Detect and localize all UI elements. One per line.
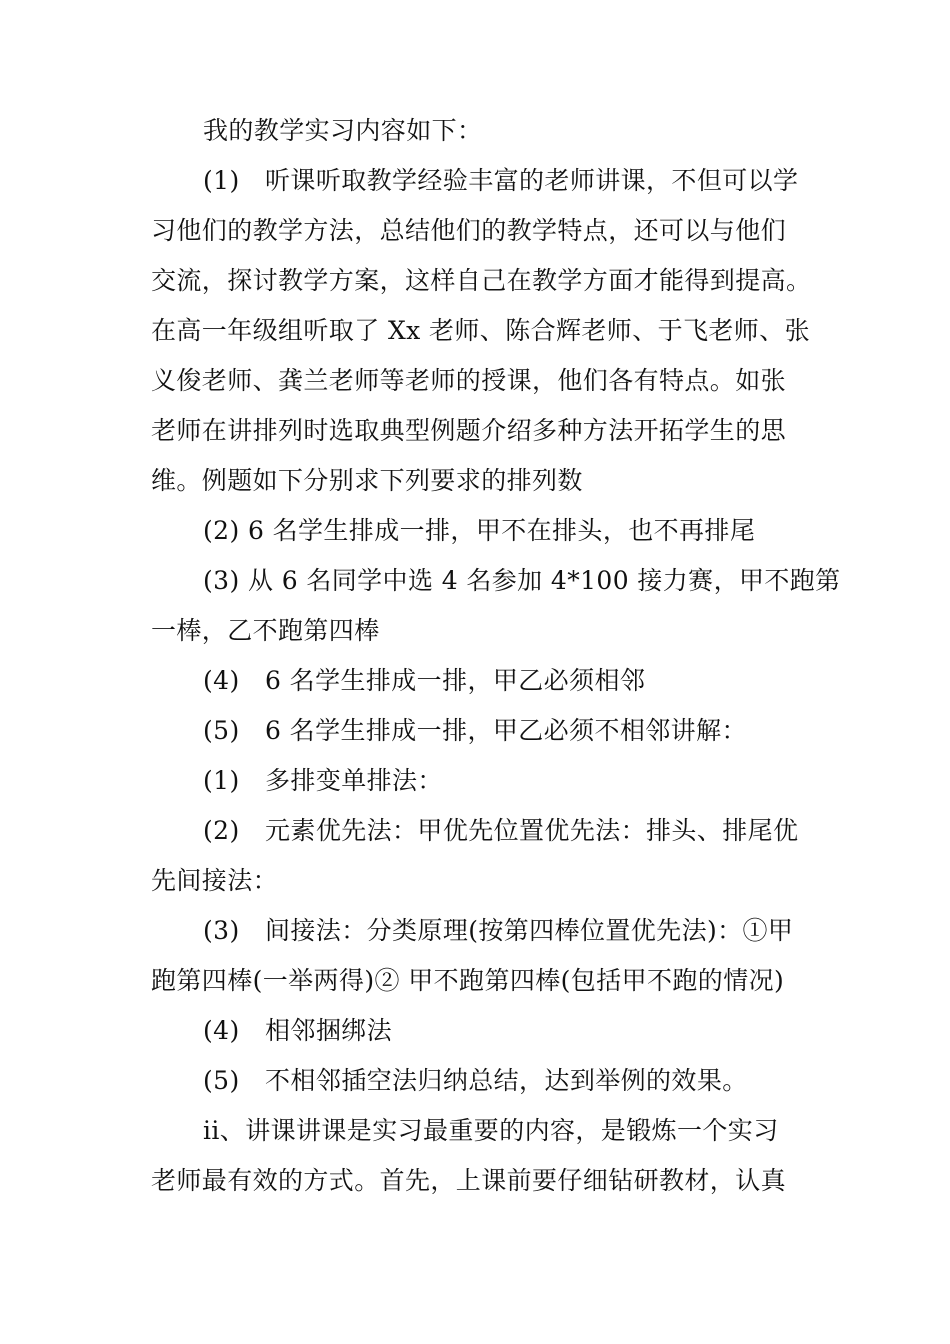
text-line: 老师在讲排列时选取典型例题介绍多种方法开拓学生的思 — [151, 416, 787, 445]
text-line: (3) 间接法：分类原理(按第四棒位置优先法)：①甲 — [203, 916, 794, 945]
text-line: (5) 6 名学生排成一排，甲乙必须不相邻讲解： — [203, 716, 747, 745]
text-line: 先间接法： — [151, 866, 279, 895]
text-line: 一棒，乙不跑第四棒 — [151, 616, 380, 645]
text-line: (5) 不相邻插空法归纳总结，达到举例的效果。 — [203, 1066, 748, 1095]
text-line: 在高一年级组听取了 Xx 老师、陈合辉老师、于飞老师、张 — [151, 316, 810, 345]
text-line: ii、讲课讲课是实习最重要的内容，是锻炼一个实习 — [203, 1116, 779, 1145]
text-line: (2) 元素优先法：甲优先位置优先法：排头、排尾优 — [203, 816, 799, 845]
text-line: 交流，探讨教学方案，这样自己在教学方面才能得到提高。 — [151, 266, 812, 295]
text-line: (4) 6 名学生排成一排，甲乙必须相邻 — [203, 666, 646, 695]
text-line: 维。例题如下分别求下列要求的排列数 — [151, 466, 583, 495]
text-line: 习他们的教学方法，总结他们的教学特点，还可以与他们 — [151, 216, 787, 245]
text-line: (1) 多排变单排法： — [203, 766, 443, 795]
text-line: 跑第四棒(一举两得)② 甲不跑第四棒(包括甲不跑的情况) — [151, 966, 785, 995]
text-line: 我的教学实习内容如下： — [203, 116, 483, 145]
text-line: 义俊老师、龚兰老师等老师的授课，他们各有特点。如张 — [151, 366, 787, 395]
text-line: (1) 听课听取教学经验丰富的老师讲课，不但可以学 — [203, 166, 799, 195]
text-line: (4) 相邻捆绑法 — [203, 1016, 393, 1045]
text-line: (2) 6 名学生排成一排，甲不在排头，也不再排尾 — [203, 516, 756, 545]
text-line: 老师最有效的方式。首先，上课前要仔细钻研教材，认真 — [151, 1166, 787, 1195]
text-line: (3) 从 6 名同学中选 4 名参加 4*100 接力赛，甲不跑第 — [203, 566, 841, 595]
